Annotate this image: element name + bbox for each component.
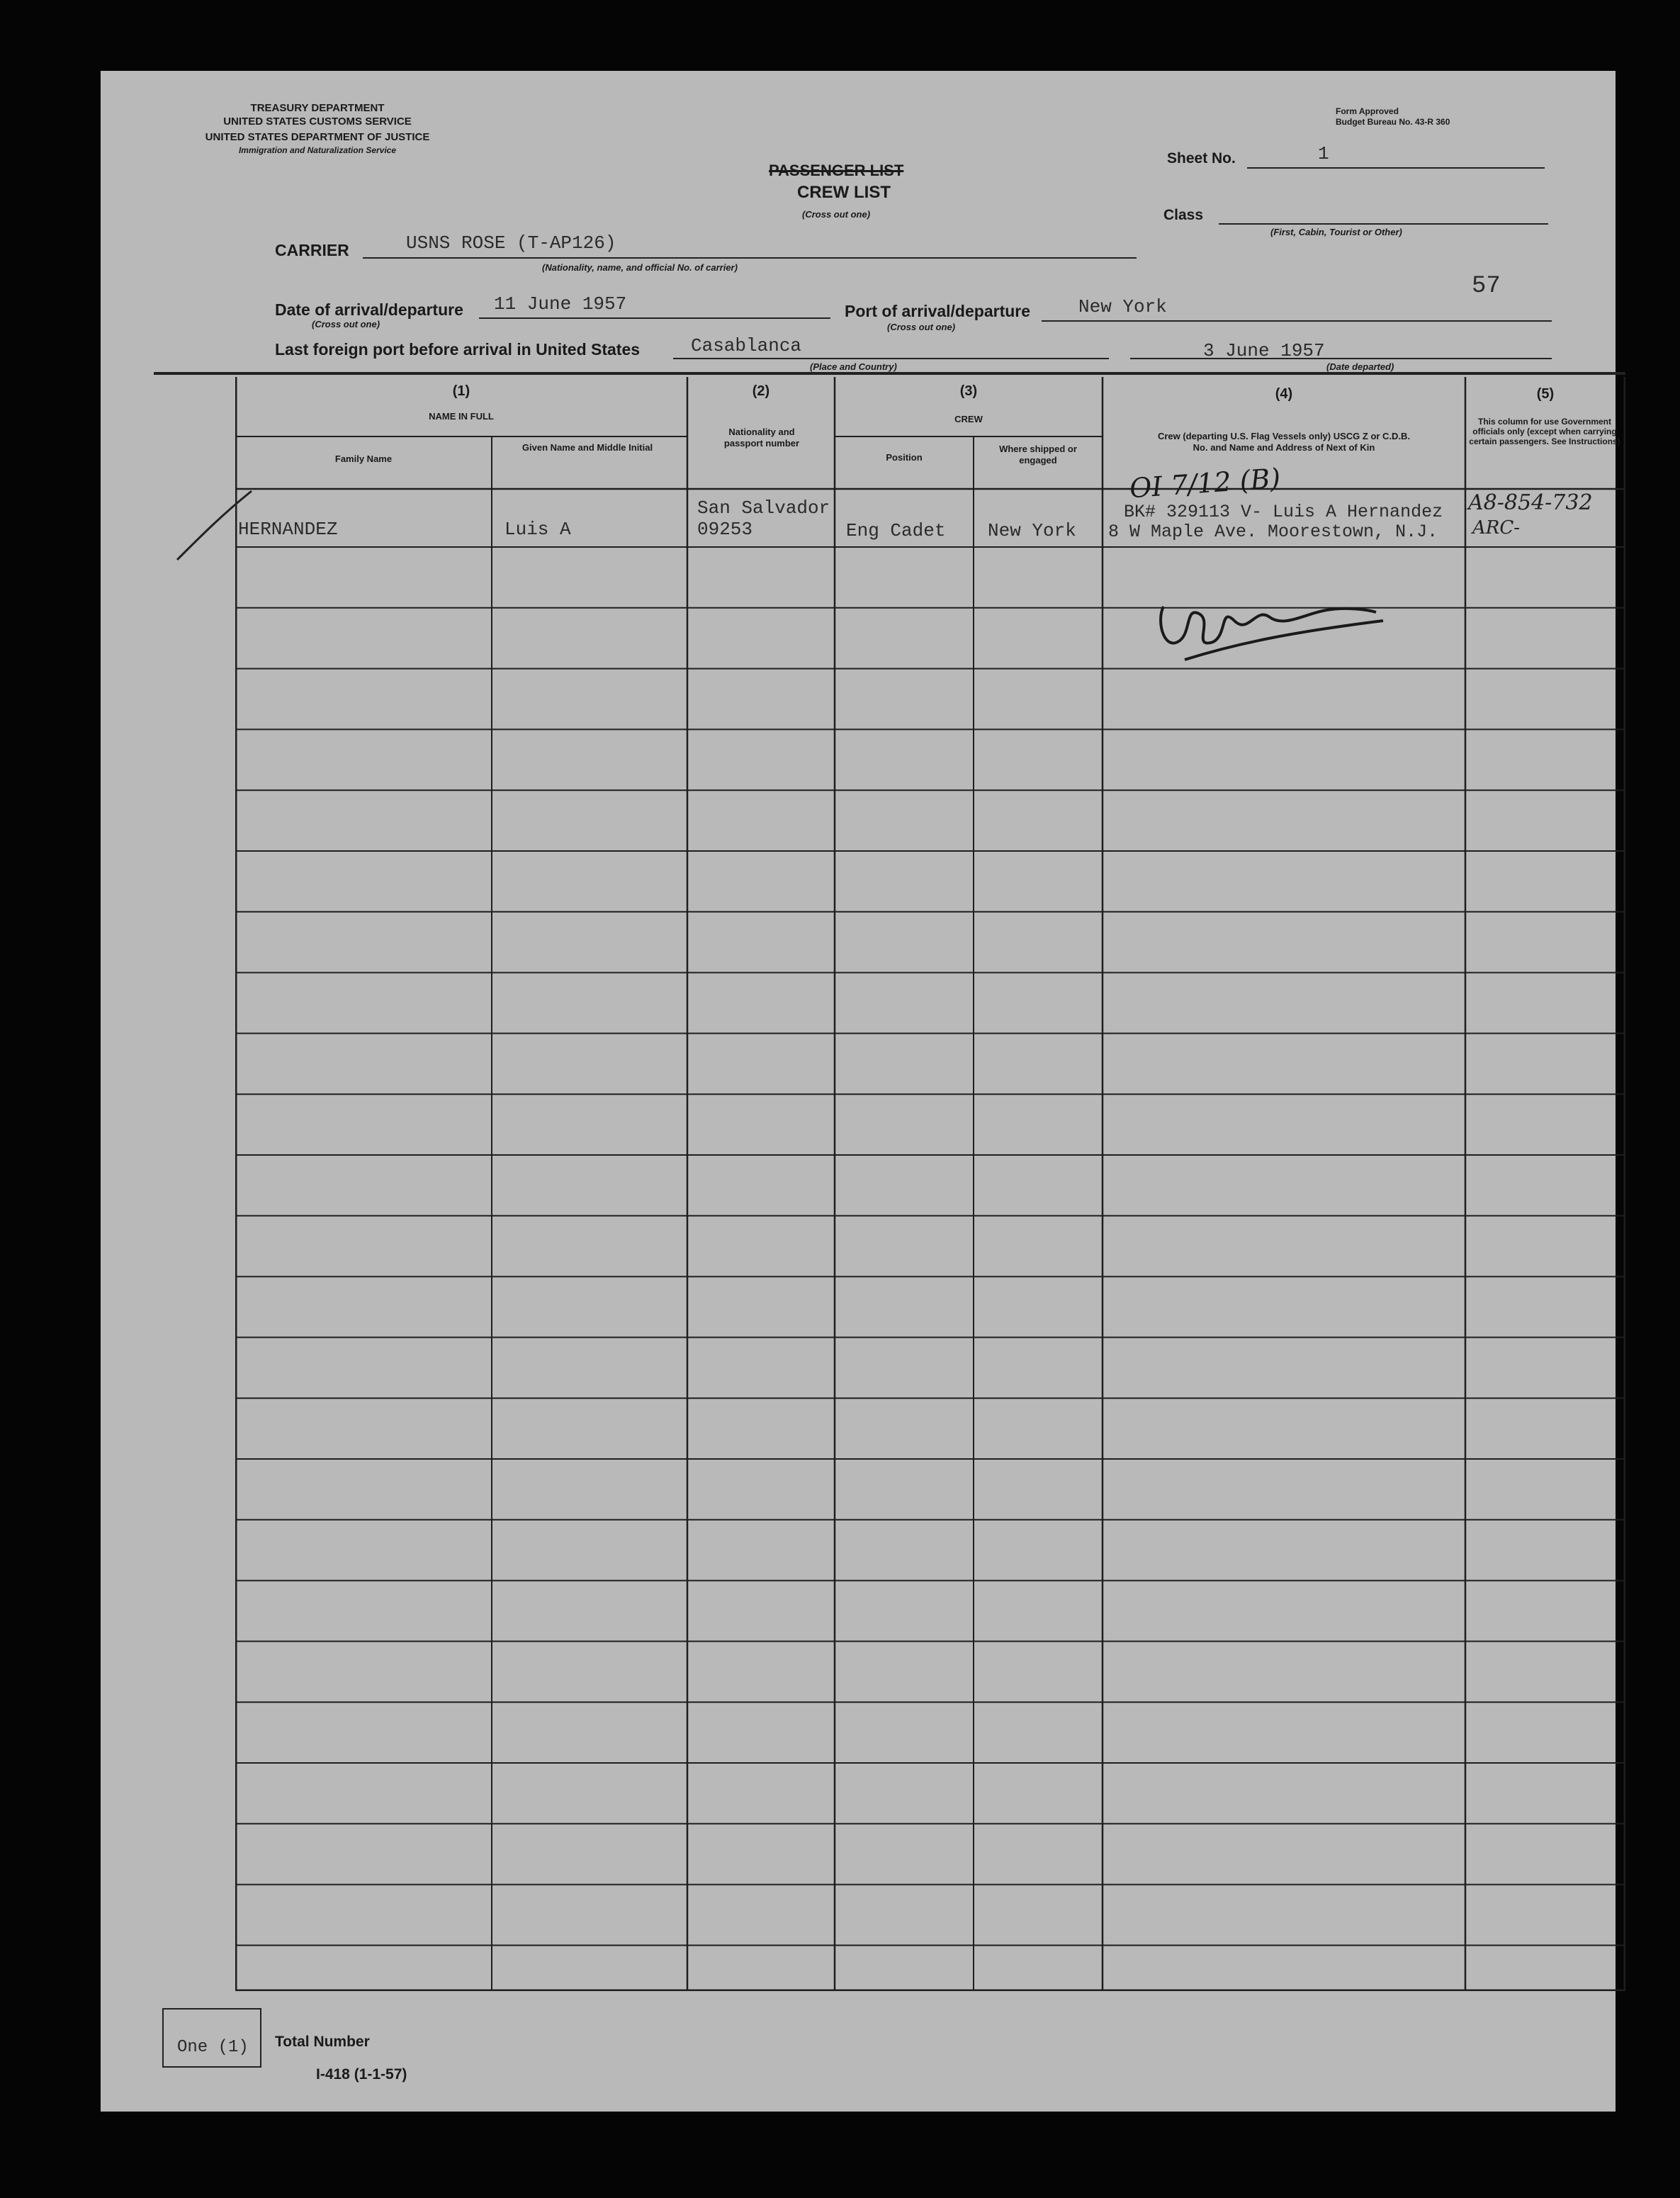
title-struck [769, 162, 903, 180]
port-note: (Cross out one) [887, 322, 956, 332]
page-number: 57 [1472, 273, 1501, 300]
form-approved-line: Form Approved [1336, 106, 1399, 116]
col1b-header: Given Name and Middle Initial [522, 442, 653, 453]
date-label [275, 300, 463, 320]
carrier-underline [363, 257, 1137, 259]
col1-title: NAME IN FULL [429, 411, 494, 422]
total-label: Total Number [275, 2034, 370, 2050]
title-struck-text: PASSENGER LIST [769, 162, 904, 179]
form-approved [1336, 106, 1450, 128]
col3-title: CREW [954, 414, 983, 424]
page-title: CREW LIST [797, 183, 891, 202]
port-underline [1042, 320, 1552, 322]
class-underline [1219, 223, 1548, 225]
date-value: 11 June 1957 [494, 293, 627, 315]
form-approved-line: Budget Bureau No. 43-R 360 [1336, 117, 1450, 127]
agency-line: TREASURY DEPARTMENT [250, 102, 385, 114]
signature-mark [1142, 578, 1397, 670]
last-port-value: Casablanca [691, 335, 802, 356]
title-note: (Cross out one) [802, 209, 871, 220]
agency-line: UNITED STATES DEPARTMENT OF JUSTICE [205, 131, 430, 143]
date-note: (Cross out one) [312, 319, 380, 329]
departed-underline [1130, 358, 1552, 359]
carrier-note: (Nationality, name, and official No. of carrier) [542, 262, 738, 273]
row1-kin-line1: BK# 329113 V- Luis A Hernandez [1124, 502, 1443, 522]
class-label: Class [1163, 207, 1204, 223]
table-grid [235, 377, 1625, 1991]
last-port-note: (Place and Country) [810, 361, 897, 372]
carrier-value: USNS ROSE (T-AP126) [406, 232, 616, 254]
row1-given-name: Luis A [504, 519, 571, 540]
crew-table [235, 377, 1625, 1991]
agency-header [162, 101, 473, 157]
agency-line: UNITED STATES CUSTOMS SERVICE [223, 115, 412, 128]
col3a-header: Position [886, 452, 923, 463]
form-number: I-418 (1-1-57) [316, 2066, 407, 2083]
col3b-header: Where shipped or engaged [999, 444, 1077, 466]
col5-title: This column for use Government officials only (except when carrying certain passengers. See Instructions) [1469, 417, 1620, 446]
date-underline [479, 317, 830, 319]
row1-passport: 09253 [697, 519, 753, 540]
handwritten-note: OI 7/12 (B) [1128, 462, 1282, 505]
table-top-rule [154, 372, 1625, 375]
port-label-text: Port of arrival/departure [845, 302, 1031, 320]
col5-number: (5) [1536, 386, 1555, 402]
sheet-label: Sheet No. [1167, 150, 1236, 167]
agency-line: Immigration and Naturalization Service [238, 145, 397, 155]
sheet-underline [1247, 167, 1545, 169]
col1a-header: Family Name [334, 453, 393, 464]
col2-title: Nationality and passport number [723, 427, 800, 449]
row1-kin-line2: 8 W Maple Ave. Moorestown, N.J. [1108, 522, 1438, 542]
col3-number: (3) [959, 383, 978, 399]
total-value: One (1) [177, 2038, 249, 2057]
col2-number: (2) [752, 383, 770, 399]
date-departed-note: (Date departed) [1326, 361, 1394, 372]
row1-position: Eng Cadet [846, 520, 946, 541]
col4-number: (4) [1275, 386, 1293, 402]
date-departed-value: 3 June 1957 [1203, 340, 1325, 361]
sheet-value: 1 [1318, 143, 1329, 164]
date-label-text: Date of arrival/departure [275, 300, 463, 319]
col4-title: Crew (departing U.S. Flag Vessels only) USCG Z or C.D.B. No. and Name and Address of Next of Kin [1157, 431, 1411, 453]
col1-number: (1) [452, 383, 470, 399]
class-note: (First, Cabin, Tourist or Other) [1270, 227, 1402, 237]
row1-family-name: HERNANDEZ [238, 519, 338, 540]
row1-nationality: San Salvador [697, 497, 830, 519]
last-port-underline [673, 358, 1109, 359]
row1-gov-line2: ARC- [1472, 517, 1521, 539]
port-value: New York [1078, 296, 1167, 317]
row1-gov-line1: A8-854-732 [1468, 490, 1593, 515]
port-label [845, 302, 1030, 321]
row1-shipped: New York [988, 520, 1076, 541]
pen-stroke [174, 485, 259, 563]
last-port-label: Last foreign port before arrival in United States [275, 340, 641, 359]
carrier-label: CARRIER [275, 241, 349, 259]
